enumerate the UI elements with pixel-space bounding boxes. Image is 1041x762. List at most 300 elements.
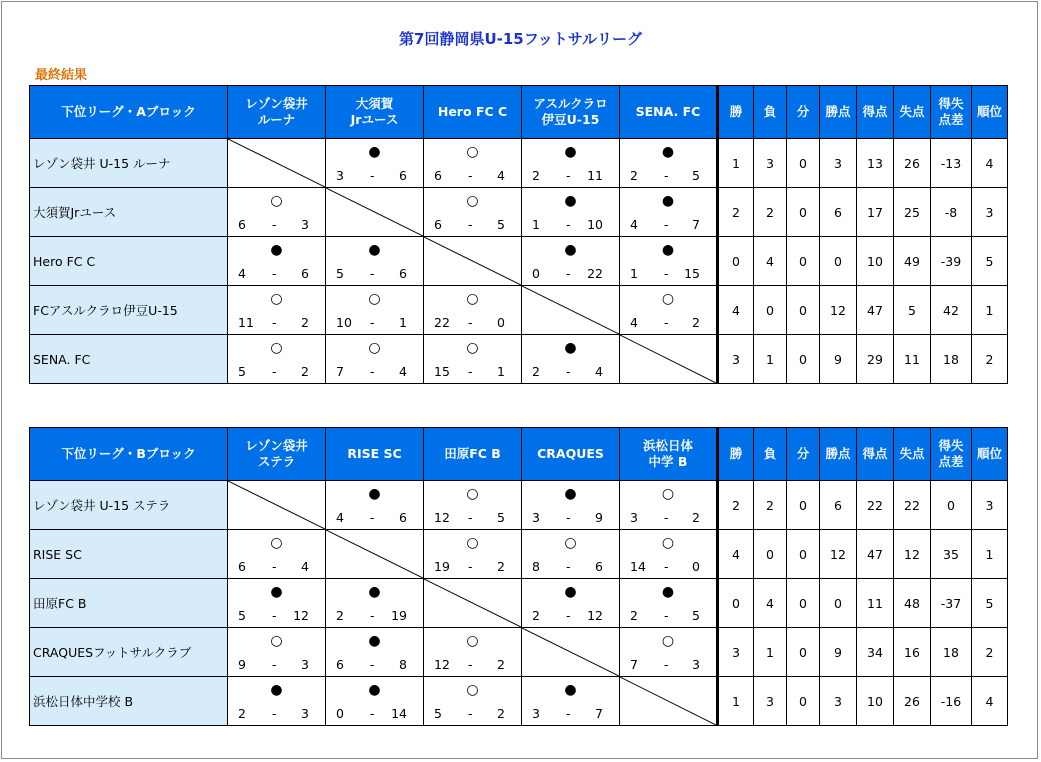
team-name: レゾン袋井 U-15 ステラ xyxy=(30,481,228,530)
match-score xyxy=(326,608,423,623)
team-name: レゾン袋井 U-15 ルーナ xyxy=(30,139,228,188)
match-score xyxy=(326,168,423,183)
summary-losses: 2 xyxy=(754,481,787,530)
summary-rank: 5 xyxy=(972,579,1008,628)
match-score xyxy=(228,608,325,623)
match-result xyxy=(620,530,718,579)
score-dash: - xyxy=(566,364,571,379)
summary-goals-for: 34 xyxy=(857,628,894,677)
score-dash: - xyxy=(664,266,669,281)
summary-goal-difference: -13 xyxy=(931,139,972,188)
score-against: 4 xyxy=(497,168,505,183)
score-against: 1 xyxy=(399,315,407,330)
score-for: 4 xyxy=(630,217,638,232)
score-against: 2 xyxy=(497,706,505,721)
match-score xyxy=(424,559,521,574)
table-row xyxy=(30,335,1008,384)
loss-mark: ● xyxy=(564,340,577,356)
score-dash: - xyxy=(272,657,277,672)
score-dash: - xyxy=(468,706,473,721)
summary-rank: 1 xyxy=(972,286,1008,335)
summary-header: 勝 xyxy=(718,428,754,481)
summary-wins: 2 xyxy=(718,481,754,530)
score-dash: - xyxy=(272,217,277,232)
match-score xyxy=(424,315,521,330)
summary-points: 3 xyxy=(820,677,857,726)
win-mark: ○ xyxy=(466,682,479,698)
score-against: 3 xyxy=(301,706,309,721)
summary-draws: 0 xyxy=(787,139,820,188)
summary-wins: 1 xyxy=(718,677,754,726)
win-mark: ○ xyxy=(466,193,479,209)
table-row xyxy=(30,237,1008,286)
match-score xyxy=(522,559,619,574)
summary-draws: 0 xyxy=(787,530,820,579)
score-against: 15 xyxy=(684,266,700,281)
table-row xyxy=(30,286,1008,335)
win-mark: ○ xyxy=(466,340,479,356)
score-for: 1 xyxy=(532,217,540,232)
summary-wins: 3 xyxy=(718,335,754,384)
win-mark: ○ xyxy=(368,291,381,307)
summary-goal-difference: -37 xyxy=(931,579,972,628)
score-for: 12 xyxy=(434,510,450,525)
score-against: 6 xyxy=(399,168,407,183)
win-mark: ○ xyxy=(270,633,283,649)
score-dash: - xyxy=(370,266,375,281)
summary-rank: 5 xyxy=(972,237,1008,286)
table-row xyxy=(30,530,1008,579)
summary-rank: 3 xyxy=(972,188,1008,237)
match-result xyxy=(228,677,326,726)
summary-draws: 0 xyxy=(787,237,820,286)
score-dash: - xyxy=(664,217,669,232)
loss-mark: ● xyxy=(661,193,675,209)
match-score xyxy=(424,510,521,525)
diagonal-line xyxy=(424,237,521,285)
score-against: 12 xyxy=(293,608,309,623)
match-result xyxy=(424,481,522,530)
score-dash: - xyxy=(566,266,571,281)
match-result xyxy=(522,237,620,286)
match-score xyxy=(522,364,619,379)
score-against: 2 xyxy=(301,364,309,379)
summary-draws: 0 xyxy=(787,481,820,530)
match-result xyxy=(620,481,718,530)
match-score xyxy=(228,315,325,330)
summary-losses: 0 xyxy=(754,530,787,579)
score-against: 22 xyxy=(587,266,603,281)
match-result xyxy=(326,579,424,628)
loss-mark: ● xyxy=(368,486,381,502)
win-mark: ○ xyxy=(466,535,479,551)
column-header-team: RISE SC xyxy=(326,428,424,481)
score-against: 0 xyxy=(692,559,700,574)
score-against: 5 xyxy=(497,510,505,525)
summary-rank: 2 xyxy=(972,628,1008,677)
summary-goal-difference: 35 xyxy=(931,530,972,579)
score-dash: - xyxy=(468,510,473,525)
summary-header: 失点 xyxy=(894,428,931,481)
match-result xyxy=(424,188,522,237)
team-name: SENA. FC xyxy=(30,335,228,384)
score-dash: - xyxy=(370,608,375,623)
summary-points: 0 xyxy=(820,579,857,628)
summary-losses: 3 xyxy=(754,139,787,188)
score-dash: - xyxy=(468,315,473,330)
match-result xyxy=(522,139,620,188)
score-against: 8 xyxy=(399,657,407,672)
summary-losses: 4 xyxy=(754,237,787,286)
summary-draws: 0 xyxy=(787,286,820,335)
score-for: 22 xyxy=(434,315,450,330)
match-result xyxy=(326,481,424,530)
match-result xyxy=(424,628,522,677)
summary-draws: 0 xyxy=(787,188,820,237)
loss-mark: ● xyxy=(270,584,283,600)
match-result xyxy=(620,139,718,188)
win-mark: ○ xyxy=(270,340,283,356)
summary-wins: 4 xyxy=(718,530,754,579)
loss-mark: ● xyxy=(564,242,577,258)
score-for: 2 xyxy=(532,168,540,183)
score-for: 3 xyxy=(532,510,540,525)
loss-mark: ● xyxy=(564,193,577,209)
win-mark: ○ xyxy=(661,535,675,551)
match-score xyxy=(424,706,521,721)
match-result xyxy=(424,139,522,188)
summary-points: 12 xyxy=(820,286,857,335)
score-dash: - xyxy=(272,315,277,330)
score-against: 2 xyxy=(301,315,309,330)
match-result xyxy=(620,237,718,286)
column-header-team: CRAQUES xyxy=(522,428,620,481)
table-row xyxy=(30,139,1008,188)
match-score xyxy=(228,217,325,232)
summary-goals-for: 22 xyxy=(857,481,894,530)
match-result xyxy=(228,579,326,628)
diagonal-line xyxy=(424,579,521,627)
summary-header: 分 xyxy=(787,428,820,481)
match-result xyxy=(522,677,620,726)
score-against: 4 xyxy=(399,364,407,379)
score-against: 2 xyxy=(692,315,700,330)
score-for: 4 xyxy=(336,510,344,525)
score-dash: - xyxy=(566,168,571,183)
column-header-team: レゾン袋井 ステラ xyxy=(228,428,326,481)
match-score xyxy=(228,364,325,379)
match-score xyxy=(424,364,521,379)
score-against: 11 xyxy=(587,168,603,183)
score-dash: - xyxy=(664,559,669,574)
score-dash: - xyxy=(664,608,669,623)
score-dash: - xyxy=(468,364,473,379)
score-dash: - xyxy=(272,559,277,574)
loss-mark: ● xyxy=(564,144,577,160)
loss-mark: ● xyxy=(368,584,381,600)
team-name: RISE SC xyxy=(30,530,228,579)
column-header-team: 田原FC B xyxy=(424,428,522,481)
page-title: 第7回静岡県U-15フットサルリーグ xyxy=(399,30,642,48)
summary-header: 失点 xyxy=(894,86,931,139)
score-for: 2 xyxy=(532,364,540,379)
score-for: 6 xyxy=(238,559,246,574)
summary-goals-for: 13 xyxy=(857,139,894,188)
team-name: CRAQUESフットサルクラブ xyxy=(30,628,228,677)
match-result xyxy=(424,677,522,726)
match-score xyxy=(326,657,423,672)
match-result xyxy=(522,188,620,237)
score-for: 8 xyxy=(532,559,540,574)
score-for: 6 xyxy=(434,168,442,183)
win-mark: ○ xyxy=(661,291,675,307)
match-result xyxy=(522,530,620,579)
score-dash: - xyxy=(272,608,277,623)
summary-header: 負 xyxy=(754,428,787,481)
match-result xyxy=(228,286,326,335)
score-for: 4 xyxy=(238,266,246,281)
summary-goals-against: 49 xyxy=(894,237,931,286)
score-for: 2 xyxy=(532,608,540,623)
match-score xyxy=(620,315,716,330)
diagonal-line xyxy=(620,335,716,383)
match-result xyxy=(620,628,718,677)
match-score xyxy=(522,608,619,623)
summary-header: 得点 xyxy=(857,86,894,139)
diagonal-line xyxy=(522,286,619,334)
win-mark: ○ xyxy=(270,535,283,551)
summary-losses: 0 xyxy=(754,286,787,335)
summary-goals-against: 48 xyxy=(894,579,931,628)
score-dash: - xyxy=(272,266,277,281)
summary-goals-for: 10 xyxy=(857,237,894,286)
summary-goals-for: 10 xyxy=(857,677,894,726)
summary-header: 勝点 xyxy=(820,428,857,481)
summary-header: 得点 xyxy=(857,428,894,481)
score-against: 12 xyxy=(587,608,603,623)
score-against: 1 xyxy=(497,364,505,379)
summary-goal-difference: -16 xyxy=(931,677,972,726)
match-result xyxy=(522,579,620,628)
summary-goal-difference: 18 xyxy=(931,335,972,384)
summary-header: 順位 xyxy=(972,86,1008,139)
score-dash: - xyxy=(370,364,375,379)
match-result xyxy=(228,237,326,286)
score-for: 0 xyxy=(532,266,540,281)
summary-header: 負 xyxy=(754,86,787,139)
column-header-team: レゾン袋井 ルーナ xyxy=(228,86,326,139)
score-dash: - xyxy=(664,315,669,330)
loss-mark: ● xyxy=(661,144,675,160)
league-table-block-2 xyxy=(29,427,1008,726)
score-against: 2 xyxy=(497,559,505,574)
score-dash: - xyxy=(664,657,669,672)
match-score xyxy=(620,510,716,525)
score-for: 1 xyxy=(630,266,638,281)
win-mark: ○ xyxy=(661,633,675,649)
summary-draws: 0 xyxy=(787,335,820,384)
score-against: 3 xyxy=(301,657,309,672)
score-against: 10 xyxy=(587,217,603,232)
summary-goal-difference: -39 xyxy=(931,237,972,286)
score-for: 7 xyxy=(336,364,344,379)
score-for: 7 xyxy=(630,657,638,672)
diagonal-cell xyxy=(522,628,620,677)
loss-mark: ● xyxy=(564,486,577,502)
summary-losses: 4 xyxy=(754,579,787,628)
score-for: 3 xyxy=(336,168,344,183)
win-mark: ○ xyxy=(466,291,479,307)
summary-goals-against: 11 xyxy=(894,335,931,384)
score-dash: - xyxy=(468,559,473,574)
match-result xyxy=(326,335,424,384)
match-score xyxy=(228,706,325,721)
summary-header: 分 xyxy=(787,86,820,139)
score-for: 12 xyxy=(434,657,450,672)
team-name: 浜松日体中学校 B xyxy=(30,677,228,726)
score-for: 2 xyxy=(238,706,246,721)
summary-goals-against: 16 xyxy=(894,628,931,677)
match-result xyxy=(228,188,326,237)
summary-header: 得失 点差 xyxy=(931,86,972,139)
summary-points: 9 xyxy=(820,628,857,677)
score-for: 4 xyxy=(630,315,638,330)
score-for: 0 xyxy=(336,706,344,721)
score-dash: - xyxy=(370,168,375,183)
win-mark: ○ xyxy=(466,633,479,649)
score-for: 2 xyxy=(336,608,344,623)
match-score xyxy=(326,315,423,330)
match-score xyxy=(424,168,521,183)
column-header-team: Hero FC C xyxy=(424,86,522,139)
score-against: 7 xyxy=(692,217,700,232)
summary-goal-difference: -8 xyxy=(931,188,972,237)
summary-wins: 3 xyxy=(718,628,754,677)
summary-goals-for: 47 xyxy=(857,530,894,579)
summary-wins: 0 xyxy=(718,579,754,628)
score-dash: - xyxy=(468,168,473,183)
match-score xyxy=(326,510,423,525)
table-row xyxy=(30,628,1008,677)
diagonal-cell xyxy=(228,139,326,188)
summary-draws: 0 xyxy=(787,677,820,726)
summary-wins: 4 xyxy=(718,286,754,335)
match-result xyxy=(326,628,424,677)
summary-header: 勝点 xyxy=(820,86,857,139)
match-result xyxy=(424,530,522,579)
score-against: 6 xyxy=(301,266,309,281)
score-dash: - xyxy=(468,657,473,672)
score-for: 2 xyxy=(630,168,638,183)
diagonal-cell xyxy=(326,188,424,237)
column-header-team: SENA. FC xyxy=(620,86,718,139)
score-against: 6 xyxy=(399,510,407,525)
loss-mark: ● xyxy=(270,682,283,698)
summary-rank: 4 xyxy=(972,677,1008,726)
summary-draws: 0 xyxy=(787,628,820,677)
match-score xyxy=(522,706,619,721)
loss-mark: ● xyxy=(368,633,381,649)
match-result xyxy=(620,579,718,628)
match-score xyxy=(424,657,521,672)
summary-goals-for: 17 xyxy=(857,188,894,237)
match-result xyxy=(326,139,424,188)
summary-goals-for: 11 xyxy=(857,579,894,628)
match-score xyxy=(522,510,619,525)
summary-header: 勝 xyxy=(718,86,754,139)
score-against: 3 xyxy=(301,217,309,232)
win-mark: ○ xyxy=(270,193,283,209)
summary-wins: 1 xyxy=(718,139,754,188)
column-header-team: 浜松日体 中学 B xyxy=(620,428,718,481)
score-against: 0 xyxy=(497,315,505,330)
diagonal-line xyxy=(326,188,423,236)
score-dash: - xyxy=(272,364,277,379)
match-score xyxy=(620,266,716,281)
summary-points: 3 xyxy=(820,139,857,188)
score-against: 7 xyxy=(595,706,603,721)
match-result xyxy=(424,286,522,335)
diagonal-cell xyxy=(522,286,620,335)
score-for: 2 xyxy=(630,608,638,623)
table-row xyxy=(30,677,1008,726)
summary-goals-against: 22 xyxy=(894,481,931,530)
score-for: 5 xyxy=(238,608,246,623)
league-table-block-1 xyxy=(29,85,1008,384)
table-row xyxy=(30,579,1008,628)
score-for: 6 xyxy=(434,217,442,232)
diagonal-cell xyxy=(424,579,522,628)
match-score xyxy=(522,217,619,232)
match-score xyxy=(326,266,423,281)
loss-mark: ● xyxy=(564,682,577,698)
summary-goal-difference: 0 xyxy=(931,481,972,530)
win-mark: ○ xyxy=(466,144,479,160)
match-score xyxy=(228,657,325,672)
score-against: 19 xyxy=(391,608,407,623)
diagonal-line xyxy=(522,628,619,676)
summary-wins: 2 xyxy=(718,188,754,237)
diagonal-line xyxy=(228,481,325,529)
match-score xyxy=(228,266,325,281)
loss-mark: ● xyxy=(661,242,675,258)
summary-goals-for: 29 xyxy=(857,335,894,384)
win-mark: ○ xyxy=(661,486,675,502)
summary-draws: 0 xyxy=(787,579,820,628)
summary-header: 得失 点差 xyxy=(931,428,972,481)
diagonal-line xyxy=(620,677,716,725)
win-mark: ○ xyxy=(466,486,479,502)
score-against: 3 xyxy=(692,657,700,672)
summary-losses: 2 xyxy=(754,188,787,237)
score-against: 5 xyxy=(692,608,700,623)
match-result xyxy=(228,628,326,677)
score-for: 3 xyxy=(630,510,638,525)
summary-header: 順位 xyxy=(972,428,1008,481)
score-against: 9 xyxy=(595,510,603,525)
team-name: 田原FC B xyxy=(30,579,228,628)
summary-goals-against: 5 xyxy=(894,286,931,335)
section-subtitle: 最終結果 xyxy=(35,68,88,83)
match-score xyxy=(522,266,619,281)
score-against: 4 xyxy=(595,364,603,379)
score-against: 6 xyxy=(595,559,603,574)
loss-mark: ● xyxy=(661,584,675,600)
block-title: 下位リーグ・Aブロック xyxy=(30,86,228,139)
match-score xyxy=(620,168,716,183)
match-result xyxy=(424,335,522,384)
score-for: 6 xyxy=(238,217,246,232)
